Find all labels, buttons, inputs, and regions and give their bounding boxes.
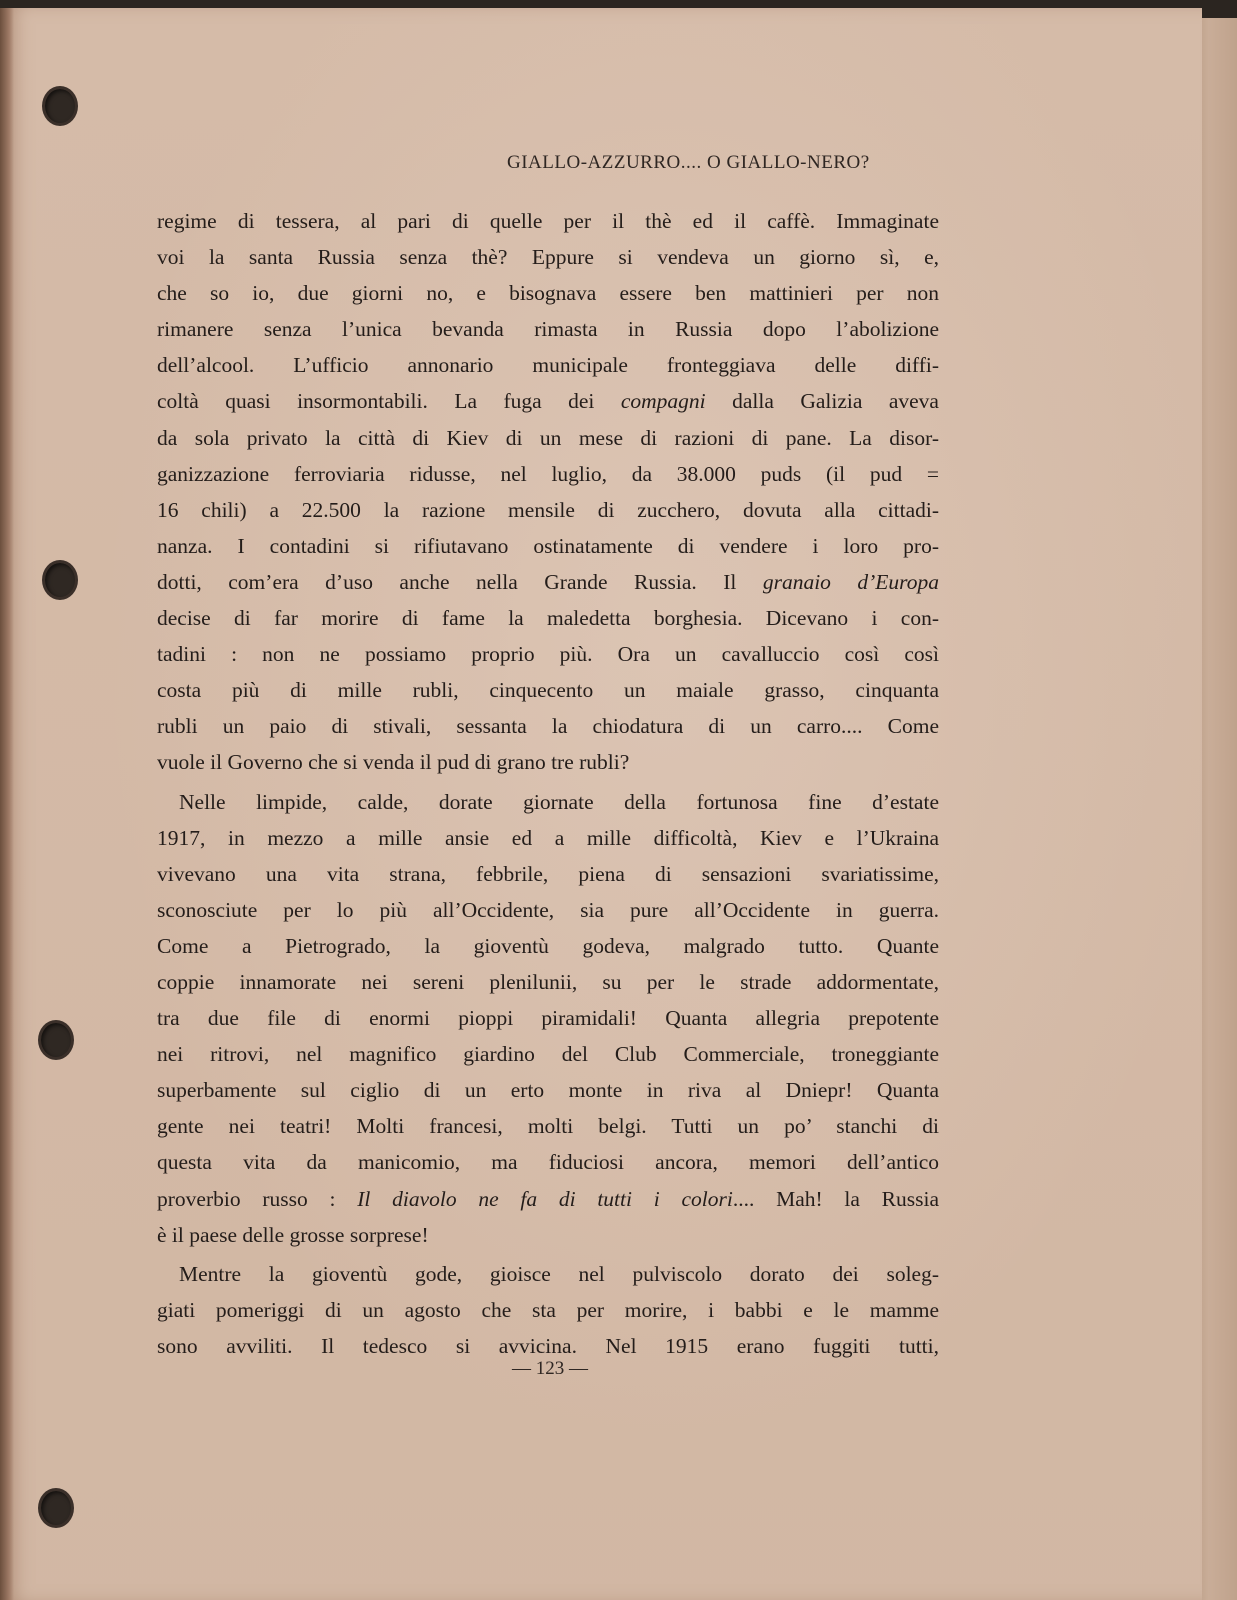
text-line: 1917, in mezzo a mille ansie ed a mille difficoltà, Kiev e l’Ukraina xyxy=(157,825,939,850)
text-line: nanza. I contadini si rifiutavano ostinatamente di vendere i loro pro- xyxy=(157,533,939,558)
text-line-part: .... Mah! la Russia xyxy=(732,1186,940,1211)
text-line-part: coltà quasi insormontabili. La fuga dei xyxy=(157,389,621,414)
italic-phrase: compagni xyxy=(620,389,706,414)
page-binding-edge xyxy=(0,8,14,1600)
text-line-part: dalla Galizia aveva xyxy=(705,389,939,414)
text-line: Nelle limpide, calde, dorate giornate della fortunosa fine d’estate xyxy=(179,789,939,814)
text-line xyxy=(157,383,939,419)
binder-hole-icon xyxy=(38,1488,74,1528)
text-line: rubli un paio di stivali, sessanta la chiodatura di un carro.... Come xyxy=(157,714,939,739)
text-line: voi la santa Russia senza thè? Eppure si vendeva un giorno sì, e, xyxy=(157,245,939,270)
running-head: GIALLO-AZZURRO.... O GIALLO-NERO? xyxy=(507,152,870,173)
text-line: da sola privato la città di Kiev di un mese di razioni di pane. La disor- xyxy=(157,425,939,450)
binder-hole-icon xyxy=(38,1020,74,1060)
text-line: nei ritrovi, nel magnifico giardino del Club Commerciale, troneggiante xyxy=(157,1042,939,1067)
text-line: decise di far morire di fame la maledetta borghesia. Dicevano i con- xyxy=(157,606,939,631)
text-line: dell’alcool. L’ufficio annonario municipale fronteggiava delle diffi- xyxy=(157,353,939,378)
text-line-part: dotti, com’era d’uso anche nella Grande Russia. Il xyxy=(157,569,763,594)
text-line-part: proverbio russo : xyxy=(157,1186,358,1211)
text-line: che so io, due giorni no, e bisognava essere ben mattinieri per non xyxy=(157,281,939,306)
text-line xyxy=(157,564,939,600)
text-line: regime di tessera, al pari di quelle per il thè ed il caffè. Immaginate xyxy=(157,209,939,233)
text-line: tra due file di enormi pioppi piramidali! Quanta allegria prepotente xyxy=(157,1006,939,1031)
text-line: Mentre la gioventù gode, gioisce nel pulviscolo dorato dei soleg- xyxy=(179,1261,939,1286)
text-line: coppie innamorate nei sereni plenilunii, su per le strade addormentate, xyxy=(157,969,939,994)
text-line: vivevano una vita strana, febbrile, piena di sensazioni svariatissime, xyxy=(157,861,939,886)
text-line: 16 chili) a 22.500 la razione mensile di zucchero, dovuta alla cittadi- xyxy=(157,497,939,522)
italic-phrase: granaio d’Europa xyxy=(762,569,940,594)
text-line: rimanere senza l’unica bevanda rimasta in Russia dopo l’abolizione xyxy=(157,317,939,342)
text-line: è il paese delle grosse sorprese! xyxy=(157,1222,429,1247)
text-line: sconosciute per lo più all’Occidente, sia pure all’Occidente in guerra. xyxy=(157,897,939,922)
binder-hole-icon xyxy=(42,560,78,600)
text-line: Come a Pietrogrado, la gioventù godeva, malgrado tutto. Quante xyxy=(157,933,939,958)
text-line: ganizzazione ferroviaria ridusse, nel luglio, da 38.000 puds (il pud = xyxy=(157,461,939,486)
text-line: superbamente sul ciglio di un erto monte in riva al Dniepr! Quanta xyxy=(157,1078,939,1103)
text-line: tadini : non ne possiamo proprio più. Ora un cavalluccio così così xyxy=(157,642,939,667)
italic-phrase: Il diavolo ne fa di tutti i colori xyxy=(357,1186,733,1211)
text-line xyxy=(157,1181,939,1217)
text-line: vuole il Governo che si venda il pud di grano tre rubli? xyxy=(157,750,630,775)
binder-hole-icon xyxy=(42,86,78,126)
text-line: gente nei teatri! Molti francesi, molti belgi. Tutti un po’ stanchi di xyxy=(157,1114,939,1139)
text-line: questa vita da manicomio, ma fiduciosi ancora, memori dell’antico xyxy=(157,1150,939,1175)
page-number: — 123 — xyxy=(512,1358,588,1379)
text-line: costa più di mille rubli, cinquecento un maiale grasso, cinquanta xyxy=(157,678,939,703)
text-line: sono avviliti. Il tedesco si avvicina. Nel 1915 erano fuggiti tutti, xyxy=(157,1333,939,1358)
body-text xyxy=(157,203,939,1364)
text-line: giati pomeriggi di un agosto che sta per morire, i babbi e le mamme xyxy=(157,1297,939,1322)
